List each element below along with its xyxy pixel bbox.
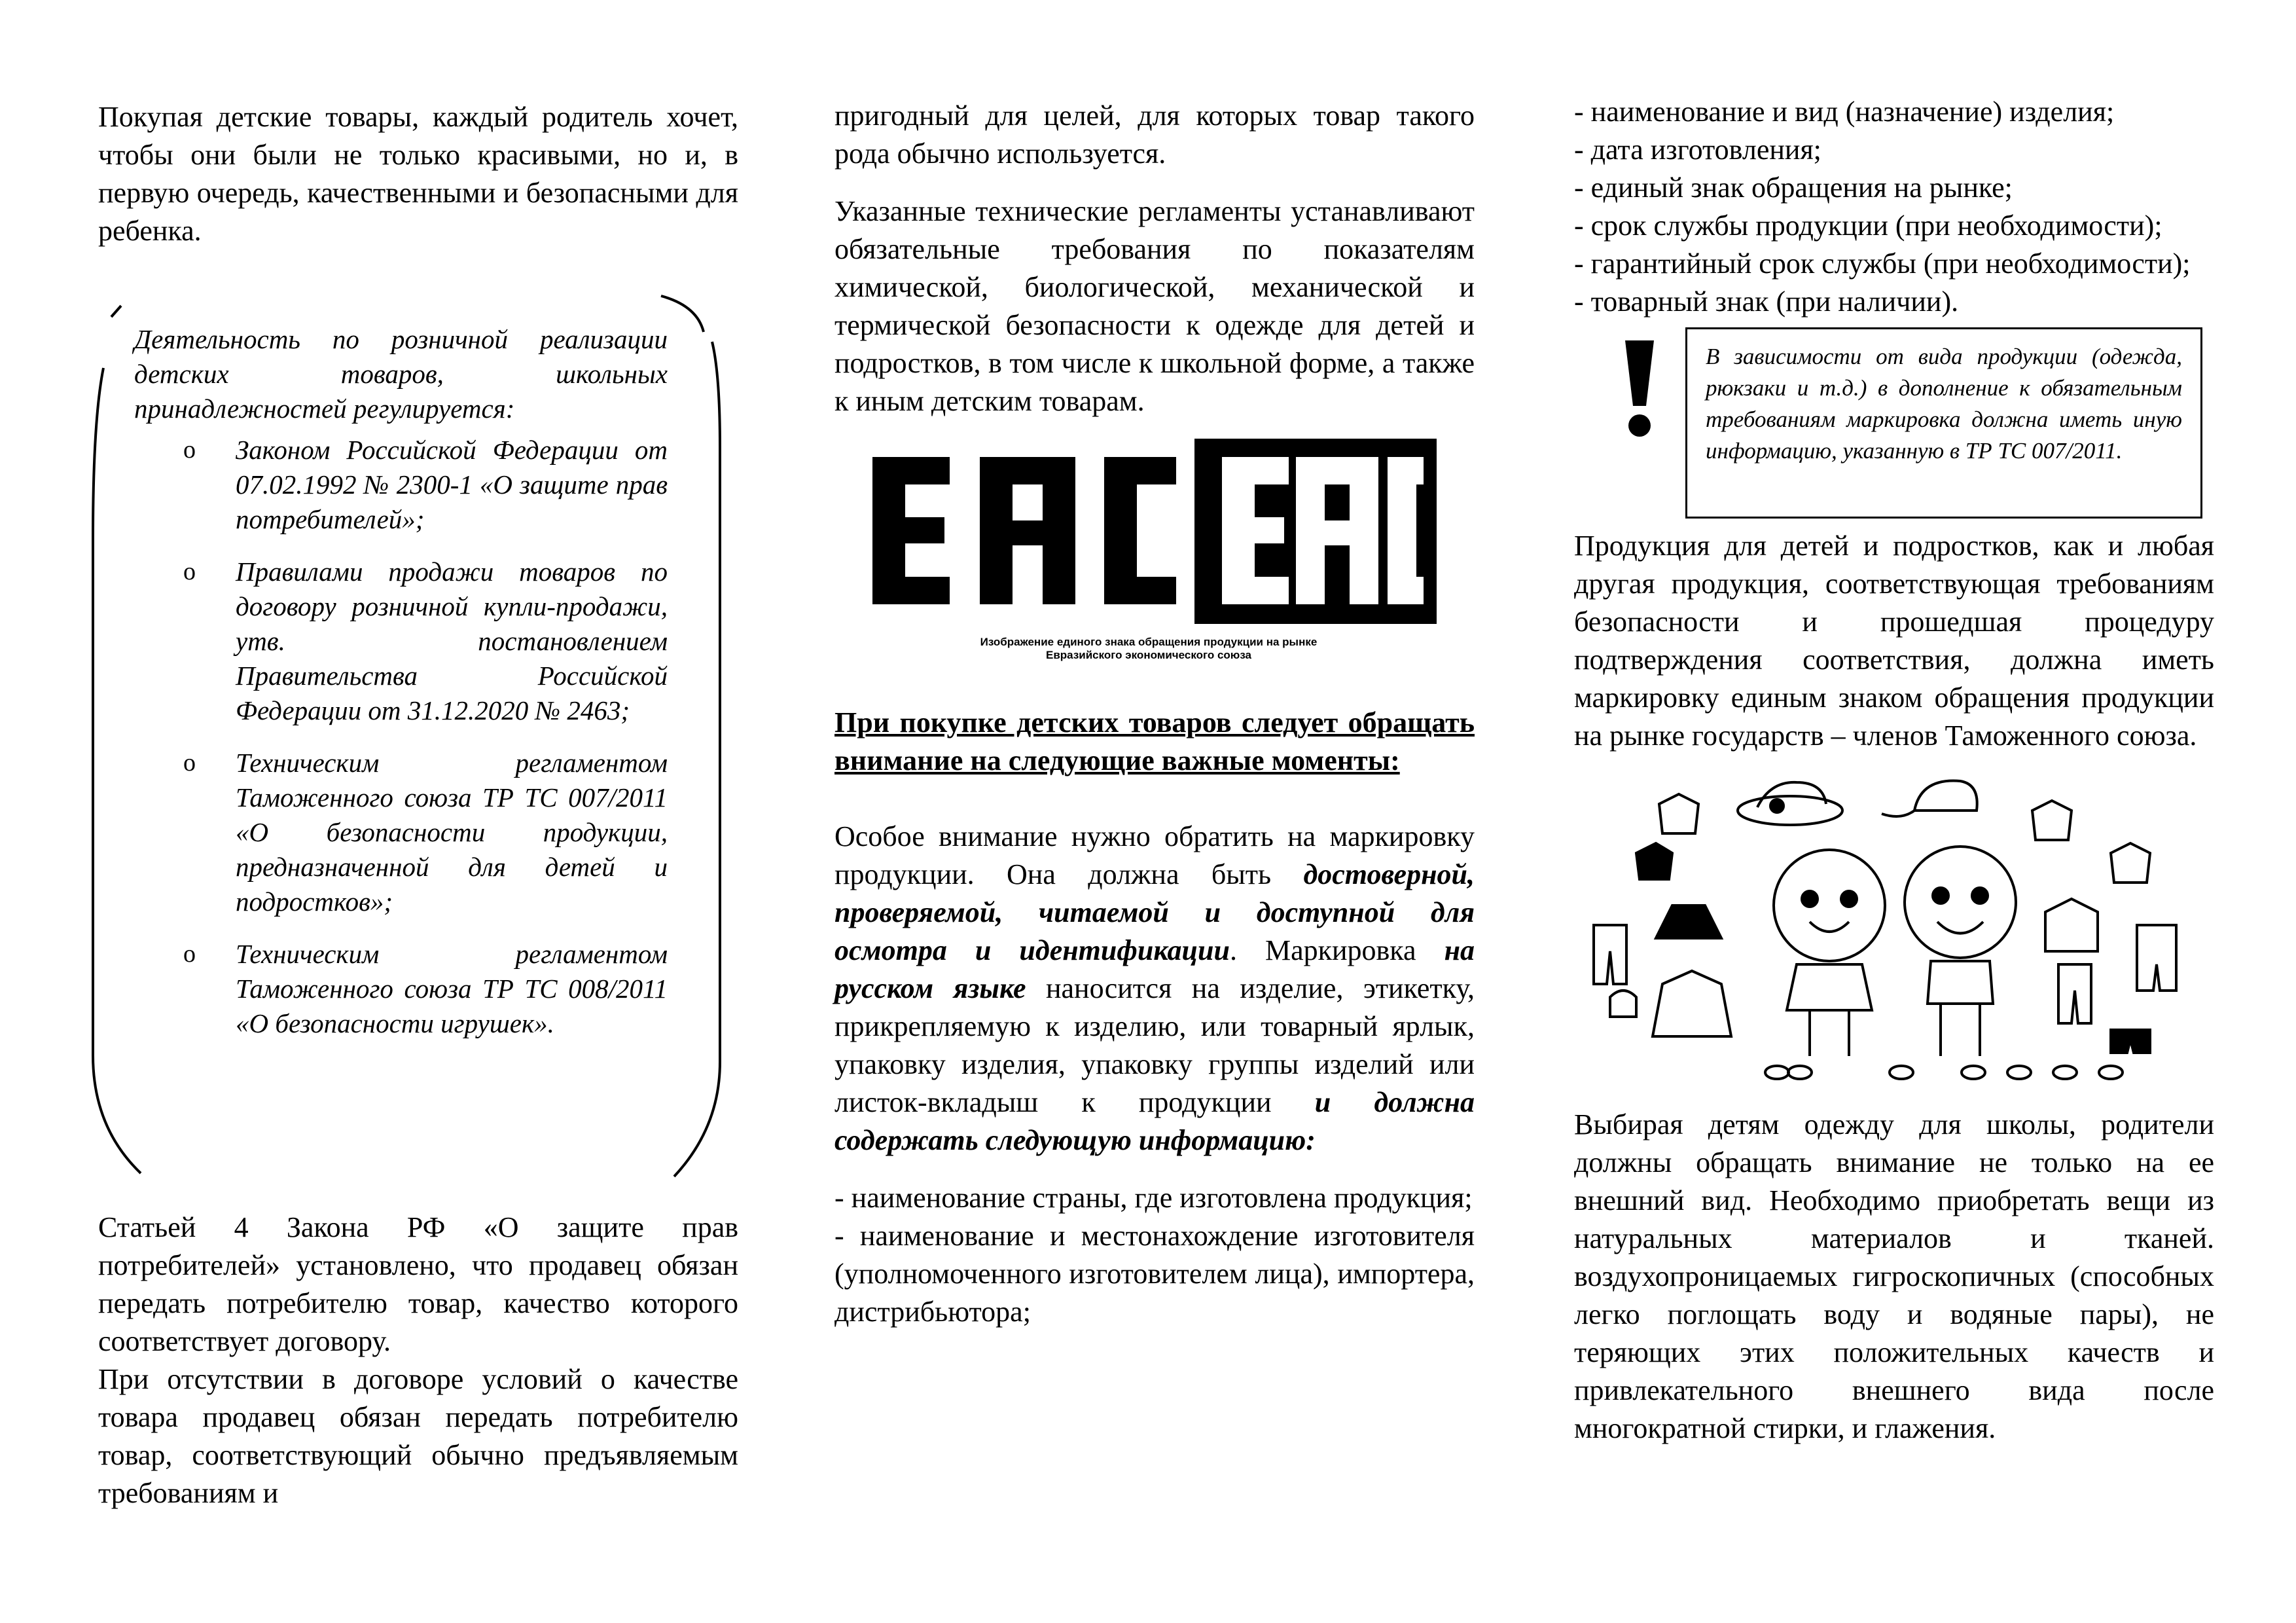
- eac-logo-graphic: [834, 439, 1475, 629]
- list-item: [134, 555, 668, 728]
- regulations-paragraph: Указанные технические регламенты устанавливают обязательные требования по показателям химической, биологической, механической и термической безопасности к одежде для детей и подростков, в том числе к школьной форме, а также к иным детским товарам.: [834, 195, 1475, 417]
- box-title: Деятельность по розничной реализации детских товаров, школьных принадлежностей регулируется:: [134, 324, 668, 424]
- list-item: [134, 746, 668, 919]
- bullet: o: [183, 436, 196, 464]
- list-item-text: Техническим регламентом Таможенного союза ТР ТС 007/2011 «О безопасности продукции, предназначенной для детей и подростков»;: [236, 748, 668, 917]
- info-list-item: - единый знак обращения на рынке;: [1574, 172, 2013, 204]
- bullet: o: [183, 940, 196, 968]
- info-list-item: - гарантийный срок службы (при необходимости);: [1574, 247, 2191, 280]
- marking-emphasis-2: на русском языке: [834, 934, 1475, 1004]
- exclamation-icon: [1620, 340, 1659, 439]
- eac-logo: [834, 439, 1475, 661]
- list-item-text: Техническим регламентом Таможенного союза ТР ТС 008/2011 «О безопасности игрушек».: [236, 939, 668, 1038]
- bullet: o: [183, 749, 196, 776]
- kids-clothing-illustration: [1574, 775, 2214, 1089]
- info-list-item: - наименование и местонахождение изготовителя (уполномоченного изготовителем лица), импортера, дистрибьютора;: [834, 1220, 1475, 1328]
- eac-caption-line1: Изображение единого знака обращения продукции на рынке: [980, 636, 1318, 648]
- regulation-list: [134, 433, 668, 1041]
- info-list-item: - наименование и вид (назначение) изделия;: [1574, 96, 2115, 128]
- continuation-paragraph: пригодный для целей, для которых товар такого рода обычно используется.: [834, 100, 1475, 170]
- quality-paragraph: При отсутствии в договоре условий о качестве товара продавец обязан передать потребителю товар, соответствующий обычно предъявляемым требованиям и: [98, 1363, 738, 1509]
- info-list-item: - товарный знак (при наличии).: [1574, 285, 1959, 318]
- info-list-item: - срок службы продукции (при необходимости);: [1574, 210, 2162, 242]
- marking-text-3: наносится на изделие, этикетку, прикрепляемую к изделию, или товарный ярлык, упаковку изделия, упаковку группы изделий или листок-вкладыш к продукции: [834, 972, 1475, 1118]
- bullet: o: [183, 558, 196, 585]
- note-box: В зависимости от вида продукции (одежда, рюкзаки и т.д.) в дополнение к обязательным требованиям маркировка должна иметь иную информацию, указанную в ТР ТС 007/2011.: [1685, 327, 2202, 519]
- info-list-item: - дата изготовления;: [1574, 134, 1821, 166]
- list-item: [134, 433, 668, 537]
- list-item-text: Правилами продажи товаров по договору розничной купли-продажи, утв. постановлением Правительства Российской Федерации от 31.12.2020 № 2463;: [236, 556, 668, 725]
- info-list-item: - наименование страны, где изготовлена продукция;: [834, 1182, 1473, 1214]
- eac-paragraph: Продукция для детей и подростков, как и любая другая продукция, соответствующая требованиям безопасности и прошедшая процедуру подтверждения соответствия, должна иметь маркировку единым знаком обращения продукции на рынке государств – членов Таможенного союза.: [1574, 530, 2214, 752]
- intro-paragraph: Покупая детские товары, каждый родитель хочет, чтобы они были не только красивыми, но и, в первую очередь, качественными и безопасными для ребенка.: [98, 101, 738, 247]
- list-item: [134, 937, 668, 1041]
- marking-emphasis-3: и должна содержать следующую информацию:: [834, 1086, 1475, 1156]
- column-2: [834, 97, 1475, 1331]
- eac-caption-line2: Евразийского экономического союза: [1045, 649, 1251, 661]
- marking-paragraph: [834, 818, 1475, 1159]
- section-heading: При покупке детских товаров следует обращать внимание на следующие важные моменты:: [834, 706, 1475, 776]
- column-1: [98, 98, 738, 1512]
- school-clothing-paragraph: Выбирая детям одежду для школы, родители должны обращать внимание не только на ее внешний вид. Необходимо приобретать вещи из натуральных материалов и тканей. воздухопроницаемых гигроскопичных (способных легко поглощать воду и водяные пары), не теряющих этих положительных качеств и привлекательного внешнего вида после многократной стирки, и глажения.: [1574, 1108, 2214, 1444]
- kids-illustration-graphic: [1574, 775, 2214, 1089]
- marking-emphasis-1: достоверной, проверяемой, читаемой и доступной для осмотра и идентификации: [834, 858, 1475, 966]
- marking-text-2: . Маркировка: [1229, 934, 1444, 966]
- marking-text-1: Особое внимание нужно обратить на маркировку продукции. Она должна быть: [834, 820, 1475, 890]
- column-3: [1574, 93, 2214, 1448]
- regulation-box: [92, 276, 726, 1189]
- list-item-text: Законом Российской Федерации от 07.02.1992 № 2300-1 «О защите прав потребителей»;: [236, 435, 668, 534]
- article4-paragraph: Статьей 4 Закона РФ «О защите прав потребителей» установлено, что продавец обязан передать потребителю товар, качество которого соответствует договору.: [98, 1211, 738, 1357]
- warning-note: [1574, 327, 2214, 527]
